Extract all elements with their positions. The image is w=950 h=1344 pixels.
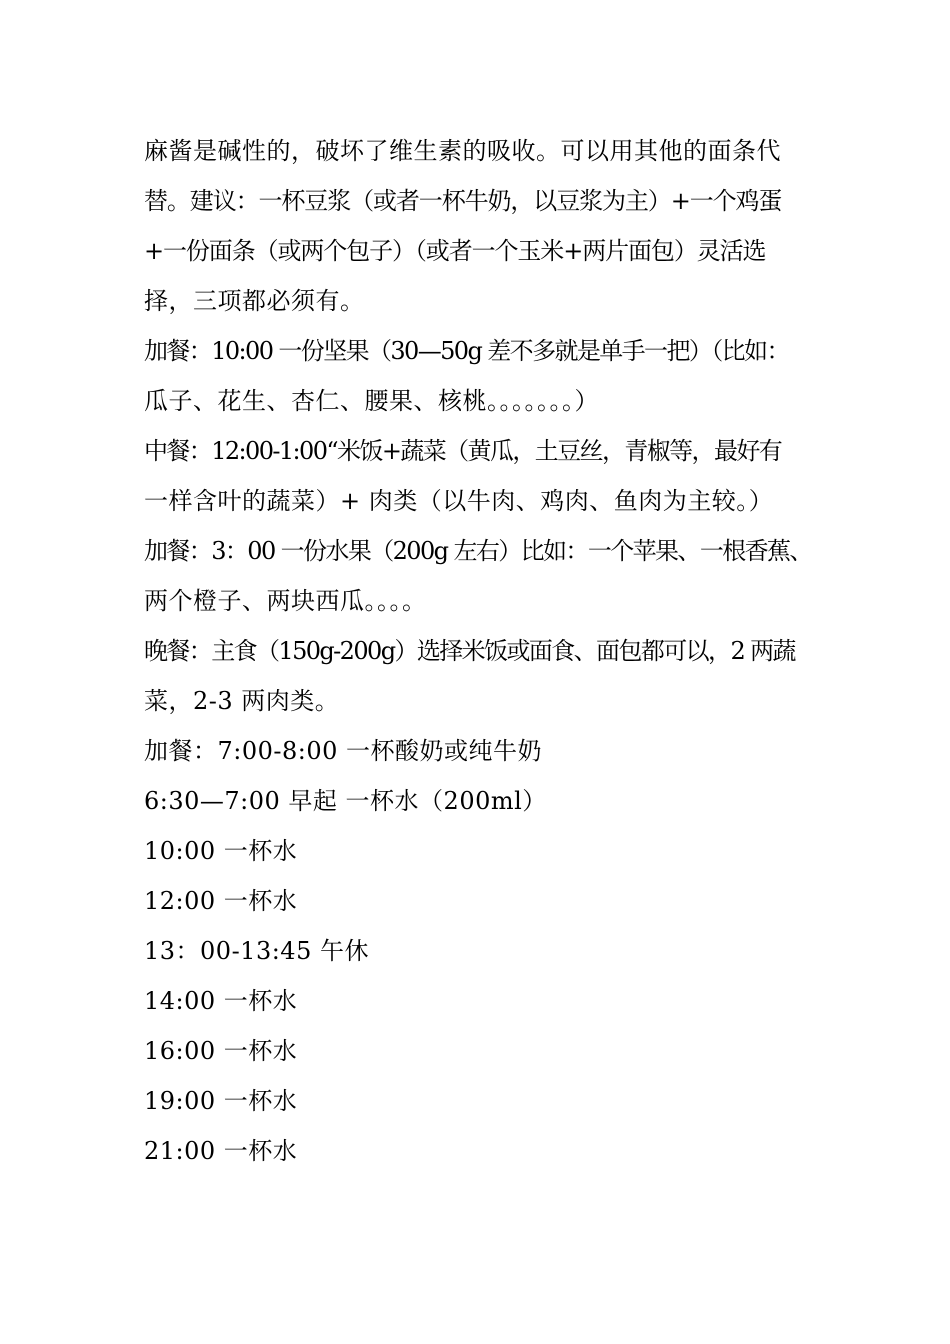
text-line: +一份面条（或两个包子）（或者一个玉米+两片面包）灵活选 [144,237,766,265]
text-line: 麻酱是碱性的，破坏了维生素的吸收。可以用其他的面条代 [144,137,781,165]
text-line: 加餐：3：00 一份水果（200g 左右）比如：一个苹果、一根香蕉、 [144,537,812,565]
text-line: 6:30—7:00 早起 一杯水（200ml） [144,787,547,815]
text-line: 择，三项都必须有。 [144,287,365,315]
text-line: 19:00 一杯水 [144,1087,298,1115]
text-line: 加餐：7:00-8:00 一杯酸奶或纯牛奶 [144,737,543,765]
text-line: 替。建议：一杯豆浆（或者一杯牛奶，以豆浆为主）+一个鸡蛋 [144,187,782,215]
text-line: 12:00 一杯水 [144,887,298,915]
text-line: 21:00 一杯水 [144,1137,298,1165]
text-line: 菜，2-3 两肉类。 [144,687,340,715]
text-line: 加餐：10:00 一份坚果（30—50g 差不多就是单手一把）（比如： [144,337,789,365]
text-line: 瓜子、花生、杏仁、腰果、核桃。。。。。。。） [144,387,599,415]
text-line: 晚餐：主食（150g-200g）选择米饭或面食、面包都可以，2 两蔬 [144,637,795,665]
text-line: 中餐：12:00-1:00“米饭+蔬菜（黄瓜，土豆丝，青椒等，最好有 [144,437,782,465]
text-line: 10:00 一杯水 [144,837,298,865]
text-line: 13：00-13:45 午休 [144,937,369,965]
text-line: 16:00 一杯水 [144,1037,298,1065]
text-line: 一样含叶的蔬菜）+ 肉类（以牛肉、鸡肉、鱼肉为主较。） [144,487,774,515]
text-line: 两个橙子、两块西瓜。。。。 [144,587,427,615]
document-body [144,126,824,1176]
text-line: 14:00 一杯水 [144,987,298,1015]
